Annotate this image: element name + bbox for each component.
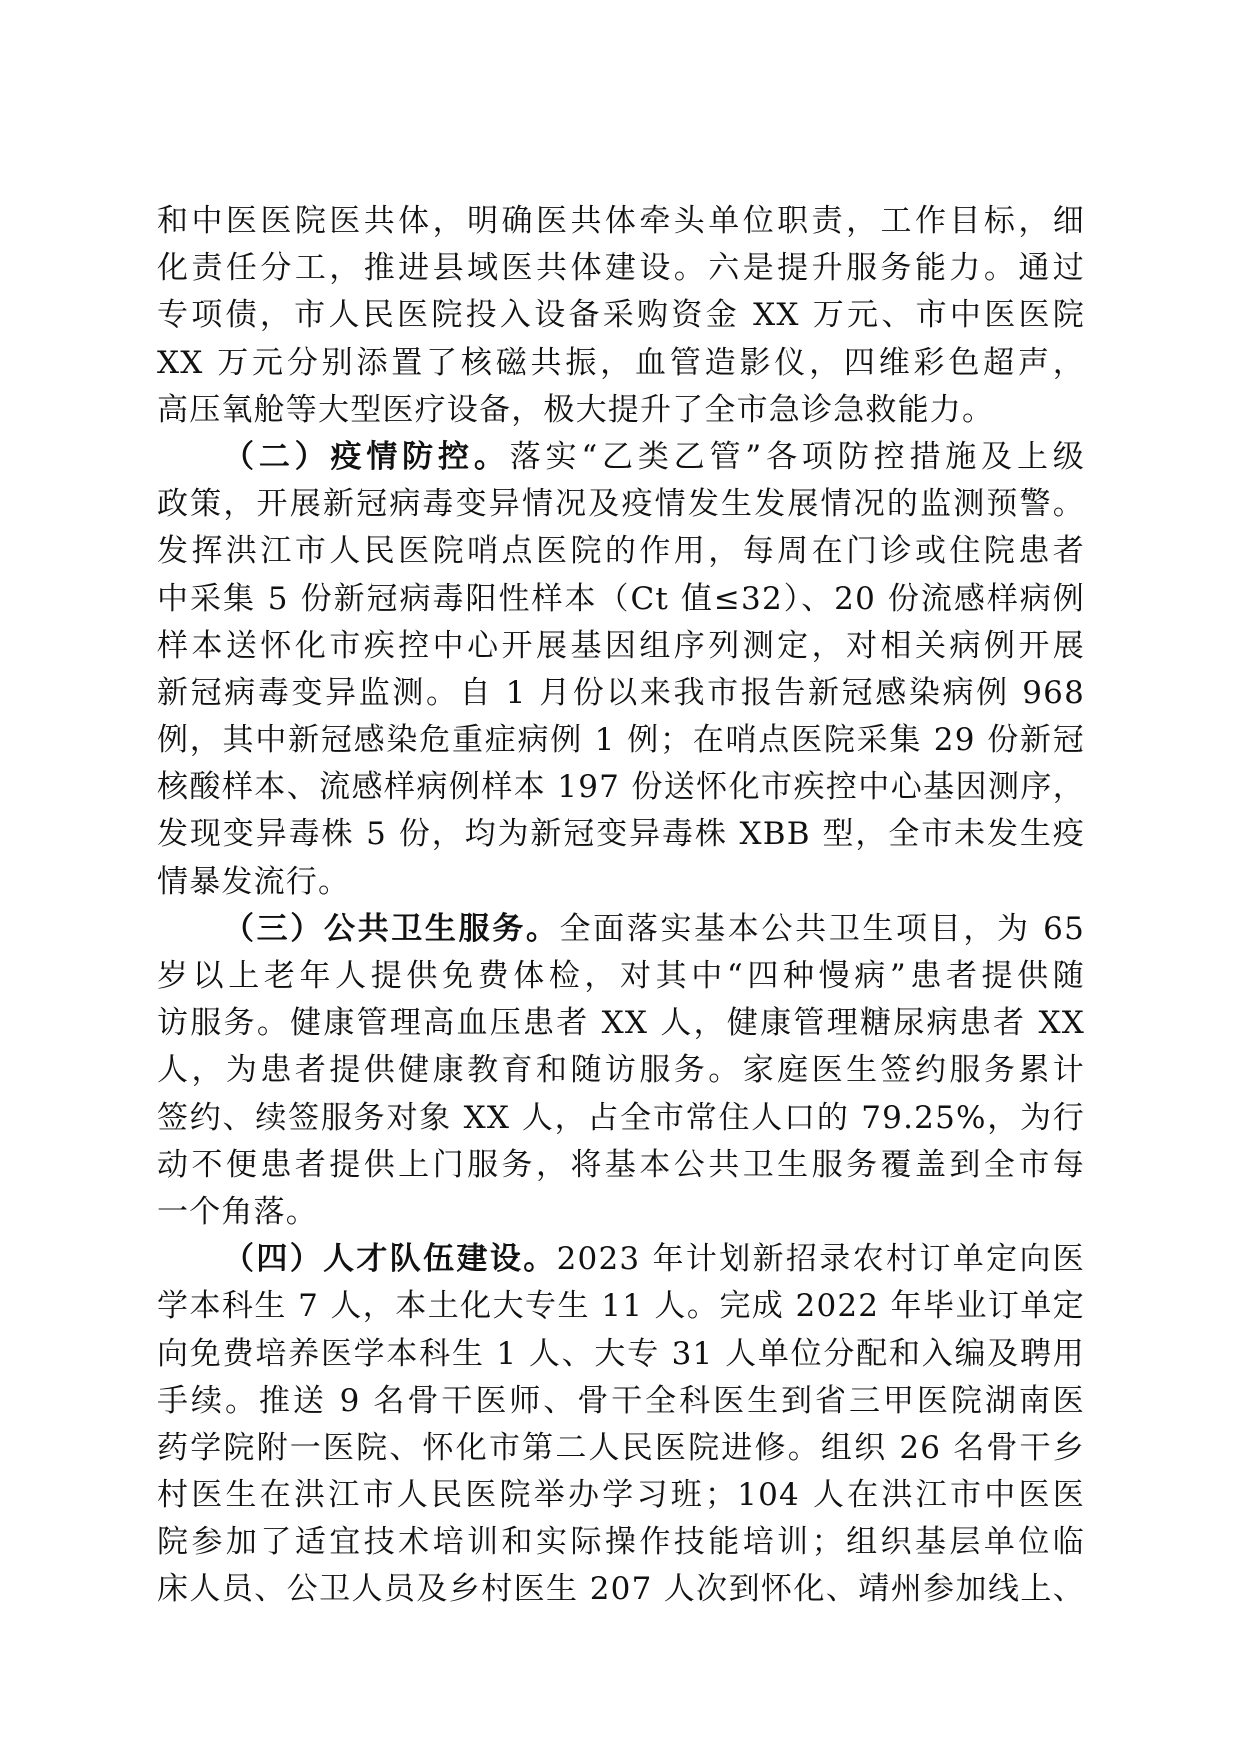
text-line: 动不便患者提供上门服务，将基本公共卫生服务覆盖到全市每	[157, 1146, 1085, 1183]
text-line: 高压氧舱等大型医疗设备，极大提升了全市急诊急救能力。	[157, 391, 995, 428]
text-line: 情暴发流行。	[157, 863, 351, 900]
text-line: 专项债，市人民医院投入设备采购资金 XX 万元、市中医医院	[157, 297, 1085, 334]
text-line: 样本送怀化市疾控中心开展基因组序列测定，对相关病例开展	[157, 627, 1085, 664]
text-line: 院参加了适宜技术培训和实际操作技能培训；组织基层单位临	[157, 1524, 1085, 1561]
section-heading: （四）人才队伍建设。	[223, 1241, 557, 1278]
text-segment: 落实“乙类乙管”各项防控措施及上级	[509, 438, 1085, 475]
text-line: 中采集 5 份新冠病毒阳性样本（Ct 值≤32）、20 份流感样病例	[157, 580, 1085, 617]
text-line: 一个角落。	[157, 1193, 318, 1230]
paragraph-epidemic-control	[157, 434, 1085, 906]
text-line: 床人员、公卫人员及乡村医生 207 人次到怀化、靖州参加线上、	[157, 1571, 1085, 1608]
text-segment: 2023 年计划新招录农村订单定向医	[556, 1241, 1085, 1278]
text-line: 核酸样本、流感样病例样本 197 份送怀化市疾控中心基因测序，	[157, 769, 1085, 806]
section-heading: （三）公共卫生服务。	[223, 910, 560, 947]
text-line: 发现变异毒株 5 份，均为新冠变异毒株 XBB 型，全市未发生疫	[157, 816, 1085, 853]
text-line: 新冠病毒变异监测。自 1 月份以来我市报告新冠感染病例 968	[157, 674, 1085, 711]
paragraph-public-health	[157, 906, 1085, 1236]
text-line	[157, 434, 1085, 481]
text-line: 签约、续签服务对象 XX 人，占全市常住人口的 79.25%，为行	[157, 1099, 1085, 1136]
text-line: XX 万元分别添置了核磁共振，血管造影仪，四维彩色超声，	[157, 344, 1085, 381]
paragraph-talent-team	[157, 1236, 1085, 1614]
text-line: 学本科生 7 人，本土化大专生 11 人。完成 2022 年毕业订单定	[157, 1288, 1085, 1325]
text-line: 人，为患者提供健康教育和随访服务。家庭医生签约服务累计	[157, 1052, 1085, 1089]
section-heading: （二）疫情防控。	[223, 438, 510, 475]
text-line: 访服务。健康管理高血压患者 XX 人，健康管理糖尿病患者 XX	[157, 1005, 1085, 1042]
document-body	[157, 198, 1085, 1614]
text-line: 手续。推送 9 名骨干医师、骨干全科医生到省三甲医院湖南医	[157, 1382, 1085, 1419]
text-line	[157, 906, 1085, 953]
text-line: 化责任分工，推进县域医共体建设。六是提升服务能力。通过	[157, 250, 1085, 287]
text-line: 村医生在洪江市人民医院举办学习班；104 人在洪江市中医医	[157, 1477, 1085, 1514]
text-line: 政策，开展新冠病毒变异情况及疫情发生发展情况的监测预警。	[157, 486, 1085, 523]
text-line: 发挥洪江市人民医院哨点医院的作用，每周在门诊或住院患者	[157, 533, 1085, 570]
text-line: 和中医医院医共体，明确医共体牵头单位职责，工作目标，细	[157, 203, 1085, 239]
text-line: 岁以上老年人提供免费体检，对其中“四种慢病”患者提供随	[157, 958, 1085, 994]
text-segment: 全面落实基本公共卫生项目，为 65	[559, 910, 1086, 947]
paragraph-hospital-alliance	[157, 198, 1085, 434]
text-line	[157, 1236, 1085, 1283]
text-line: 药学院附一医院、怀化市第二人民医院进修。组织 26 名骨干乡	[157, 1429, 1085, 1466]
text-line: 例，其中新冠感染危重症病例 1 例；在哨点医院采集 29 份新冠	[157, 722, 1085, 759]
text-line: 向免费培养医学本科生 1 人、大专 31 人单位分配和入编及聘用	[157, 1335, 1085, 1372]
